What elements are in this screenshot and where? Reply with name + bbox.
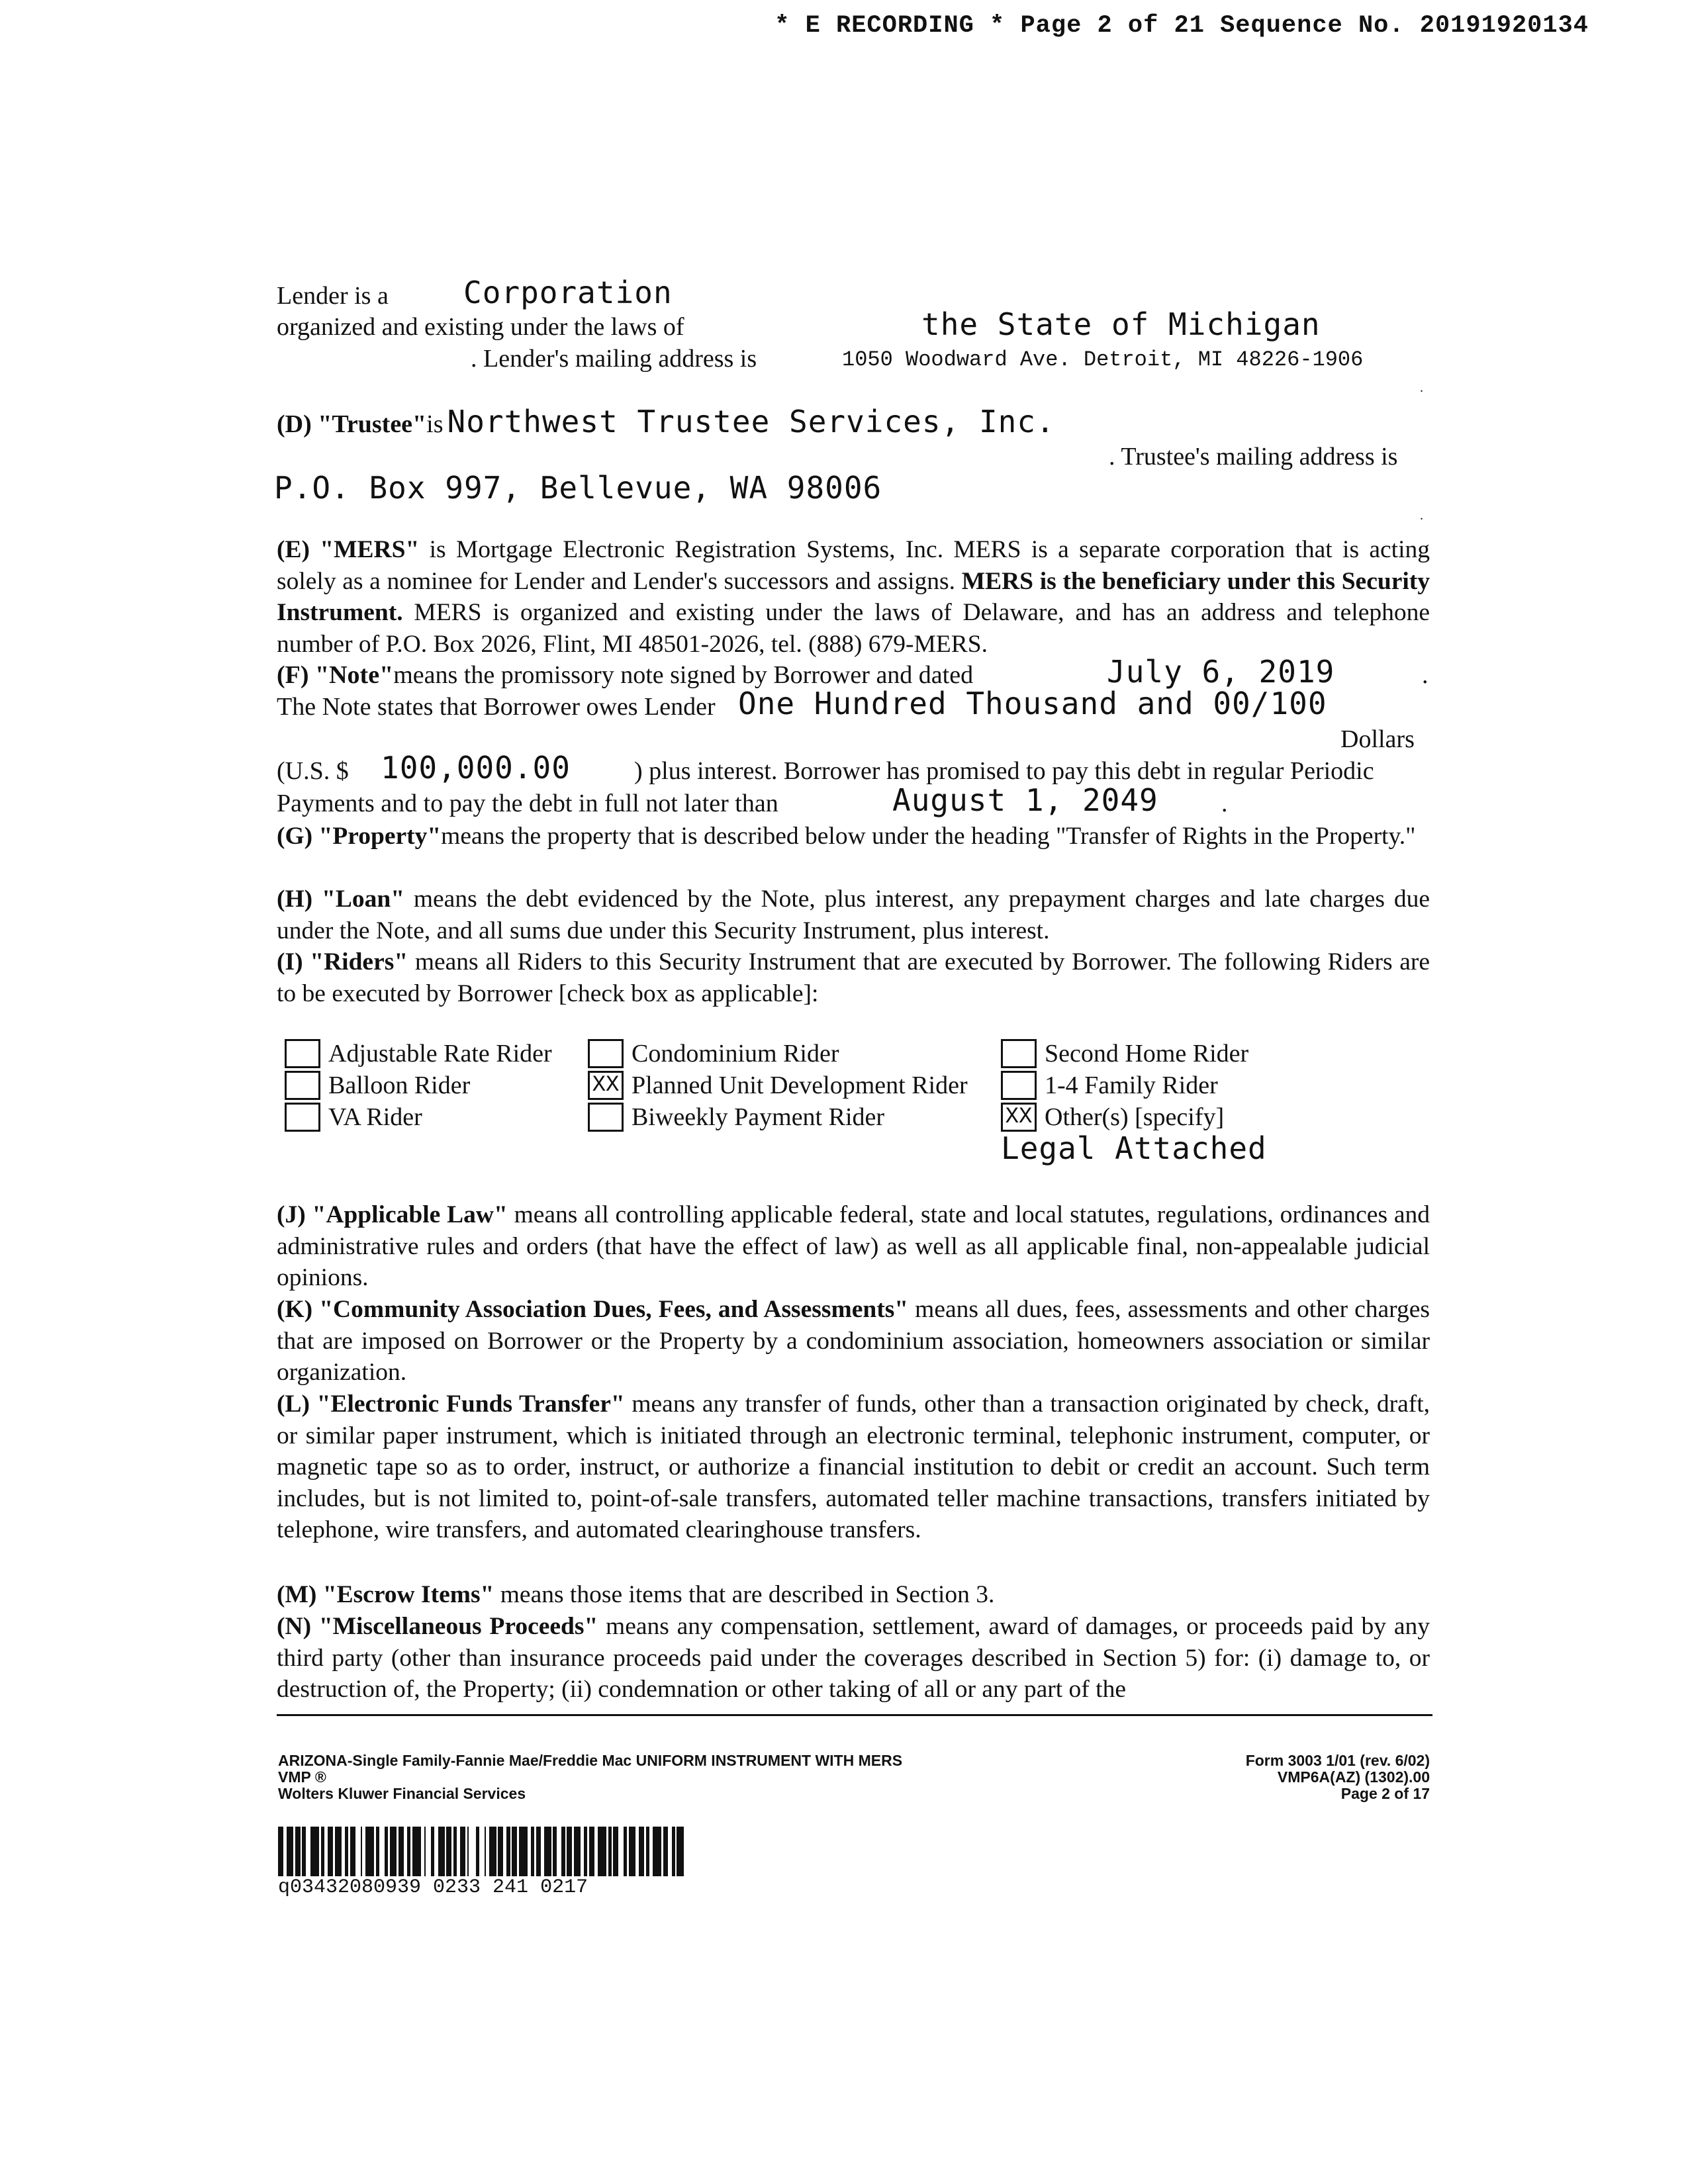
escrow-heading: (M) "Escrow Items" [277, 1581, 494, 1608]
applicable-law-text: means all controlling applicable federal, state and local statutes, regulations, ordinances and administrative rules and orders (that have the effect of law) as well as all applicable final, non-appealable judicial opinions. [277, 1201, 1430, 1291]
note-heading: (F) "Note" [277, 661, 394, 689]
rider-1-4-family[interactable] [1001, 1069, 1248, 1101]
trustee-is: is [426, 410, 444, 438]
barcode-bar [438, 1827, 445, 1876]
barcode-bar [399, 1827, 404, 1876]
rider-adjustable-rate[interactable] [285, 1038, 552, 1069]
barcode-bar [613, 1827, 618, 1876]
barcode-bar [557, 1827, 562, 1876]
barcode-bar [684, 1827, 686, 1876]
rider-second-home[interactable] [1001, 1038, 1248, 1069]
barcode-bar [460, 1827, 465, 1876]
barcode-bar [589, 1827, 594, 1876]
rider-label: 1-4 Family Rider [1045, 1071, 1218, 1099]
barcode-bar [653, 1827, 661, 1876]
rider-condominium[interactable] [588, 1038, 968, 1069]
rider-label: Biweekly Payment Rider [632, 1103, 885, 1131]
barcode-bar [536, 1827, 541, 1876]
barcode-bar [629, 1827, 635, 1876]
note-amount-words: One Hundred Thousand and 00/100 [738, 686, 1327, 721]
barcode-bar [544, 1827, 551, 1876]
community-text: means all dues, fees, assessments and other charges that are imposed on Borrower or the Property by a condominium association, homeowners association or similar organization. [277, 1296, 1430, 1386]
eft-paragraph [277, 1388, 1430, 1546]
property-paragraph [277, 821, 1430, 852]
community-paragraph [277, 1294, 1430, 1388]
riders-col-2 [588, 1038, 968, 1133]
misc-proceeds-heading: (N) "Miscellaneous Proceeds" [277, 1613, 598, 1640]
barcode-bar [677, 1827, 683, 1876]
barcode-bar [618, 1827, 624, 1876]
rider-checkbox[interactable]: XX [588, 1071, 624, 1100]
escrow-text: means those items that are described in Section 3. [494, 1581, 995, 1608]
rider-checkbox[interactable]: XX [1001, 1103, 1037, 1132]
footer-divider [277, 1714, 1432, 1716]
rider-label: Other(s) [specify] [1045, 1103, 1225, 1131]
riders-col-1 [285, 1038, 552, 1133]
barcode-bar [278, 1827, 283, 1876]
rider-checkbox[interactable] [1001, 1039, 1037, 1068]
note-us-label: (U.S. $ [277, 757, 349, 785]
mers-paragraph [277, 534, 1430, 660]
barcode-number: q03432080939 0233 241 0217 [278, 1876, 588, 1899]
rider-label: Balloon Rider [328, 1071, 471, 1099]
rider-biweekly-payment[interactable] [588, 1101, 968, 1133]
barcode-bar [446, 1827, 451, 1876]
footer-publisher: Wolters Kluwer Financial Services [278, 1785, 526, 1802]
trustee-line [277, 404, 1055, 439]
barcode-bar [639, 1827, 644, 1876]
rider-checkbox[interactable] [285, 1039, 320, 1068]
eft-text: means any transfer of funds, other than a transaction originated by check, draft, or similar paper instrument, which is initiated through an electronic terminal, telephonic instrument, computer, or magnetic tape so as to order, instruct, or authorize a financial institution to debit or credit an account. Such term includes, but is not limited to, point-of-sale transfers, automated teller machine transactions, transfers initiated by telephone, wire transfers, and automated clearinghouse transfers. [277, 1390, 1430, 1543]
period-mark: . [1420, 508, 1423, 523]
barcode-bar [335, 1827, 342, 1876]
mers-heading: (E) "MERS" [277, 536, 420, 563]
note-text-1: means the promissory note signed by Borrower and dated [393, 661, 974, 689]
rider-checkbox[interactable] [285, 1103, 320, 1132]
barcode-bar [328, 1827, 333, 1876]
rider-others[interactable] [1001, 1101, 1248, 1133]
barcode-bar [306, 1827, 311, 1876]
footer-right [1246, 1752, 1430, 1802]
community-heading: (K) "Community Association Dues, Fees, and Assessments" [277, 1296, 909, 1323]
note-maturity: August 1, 2049 [892, 782, 1158, 818]
rider-planned-unit-development[interactable] [588, 1069, 968, 1101]
rider-balloon[interactable] [285, 1069, 552, 1101]
loan-paragraph [277, 884, 1430, 946]
misc-proceeds-text: means any compensation, settlement, award of damages, or proceeds paid by any third party (other than insurance proceeds paid under the coverages described in Section 5) for: (i) damage to, or destruction of, the Property; (ii) condemnation or other taking of all or any part of the [277, 1613, 1430, 1703]
recording-header: * E RECORDING * Page 2 of 21 Sequence No. 20191920134 [774, 12, 1589, 40]
barcode-bar [479, 1827, 485, 1876]
organized-under: the State of Michigan [921, 306, 1321, 342]
barcode-bar [350, 1827, 355, 1876]
trustee-mailing-label: . Trustee's mailing address is [1109, 443, 1398, 471]
rider-label: VA Rider [328, 1103, 422, 1131]
note-line-2: The Note states that Borrower owes Lender [277, 693, 716, 721]
applicable-law-heading: (J) "Applicable Law" [277, 1201, 508, 1228]
rider-checkbox[interactable] [1001, 1071, 1037, 1100]
other-rider-specify: Legal Attached [1001, 1130, 1267, 1166]
riders-col-3 [1001, 1038, 1248, 1133]
rider-checkbox[interactable] [588, 1103, 624, 1132]
loan-text: means the debt evidenced by the Note, plus interest, any prepayment charges and late charges due under the Note, and all sums due under this Security Instrument, plus interest. [277, 886, 1430, 944]
footer-form-title: ARIZONA-Single Family-Fannie Mae/Freddie Mac UNIFORM INSTRUMENT WITH MERS [278, 1752, 903, 1769]
lender-type: Corporation [463, 275, 673, 310]
mers-text-1: is Mortgage Electronic Registration Systems, Inc. MERS is a separate corporation that is acting solely as a nominee for Lender and Lender's successors and assigns. [277, 536, 1430, 595]
period-mark: . [1221, 790, 1228, 817]
riders-paragraph [277, 946, 1430, 1009]
rider-label: Condominium Rider [632, 1040, 839, 1068]
trustee-name: Northwest Trustee Services, Inc. [447, 404, 1055, 439]
barcode-bar [310, 1827, 319, 1876]
organized-label: organized and existing under the laws of [277, 313, 684, 341]
eft-heading: (L) "Electronic Funds Transfer" [277, 1390, 625, 1418]
footer-left [278, 1752, 902, 1802]
barcode-bar [498, 1827, 503, 1876]
barcode-bar [390, 1827, 397, 1876]
barcode-image [278, 1827, 731, 1876]
trustee-heading: (D) "Trustee" [277, 410, 427, 438]
period-mark: . [1420, 381, 1423, 395]
footer-page-number: Page 2 of 17 [1340, 1785, 1430, 1802]
applicable-law-paragraph [277, 1199, 1430, 1294]
lender-is-label: Lender is a [277, 282, 389, 310]
loan-heading: (H) "Loan" [277, 886, 405, 913]
barcode-bar [598, 1827, 606, 1876]
period-mark: . [1422, 661, 1429, 689]
barcode-bar [295, 1827, 301, 1876]
escrow-paragraph [277, 1579, 1430, 1611]
misc-proceeds-paragraph [277, 1611, 1430, 1706]
rider-label: Planned Unit Development Rider [632, 1071, 968, 1099]
property-heading: (G) "Property" [277, 823, 442, 850]
rider-label: Adjustable Rate Rider [328, 1040, 552, 1068]
trustee-address: P.O. Box 997, Bellevue, WA 98006 [274, 470, 882, 506]
barcode-bar [469, 1827, 475, 1876]
barcode-bar [412, 1827, 421, 1876]
note-line-3: ) plus interest. Borrower has promised to pay this debt in regular Periodic [634, 757, 1374, 785]
note-amount: 100,000.00 [381, 750, 571, 786]
barcode-bar [426, 1827, 431, 1876]
property-text: means the property that is described below under the heading "Transfer of Rights in the Property." [441, 823, 1416, 850]
mers-text-2: MERS is organized and existing under the laws of Delaware, and has an address and telephone number of P.O. Box 2026, Flint, MI 48501-2026, tel. (888) 679-MERS. [277, 599, 1430, 658]
barcode-bar [365, 1827, 374, 1876]
note-date: July 6, 2019 [1107, 654, 1335, 690]
lender-mailing-address: 1050 Woodward Ave. Detroit, MI 48226-1906 [842, 347, 1364, 372]
rider-checkbox[interactable] [588, 1039, 624, 1068]
barcode-bar [489, 1827, 496, 1876]
riders-heading: (I) "Riders" [277, 948, 408, 976]
footer-vmp-code: VMP6A(AZ) (1302).00 [1277, 1768, 1430, 1786]
barcode-bar [512, 1827, 517, 1876]
rider-va[interactable] [285, 1101, 552, 1133]
barcode-bar [355, 1827, 361, 1876]
footer-form-number: Form 3003 1/01 (rev. 6/02) [1245, 1752, 1430, 1769]
footer-vmp: VMP ® [278, 1768, 326, 1786]
note-dollars: Dollars [1340, 725, 1415, 753]
rider-checkbox[interactable] [285, 1071, 320, 1100]
barcode-bar [567, 1827, 572, 1876]
mers-bold: MERS is the beneficiary under this Security Instrument. [277, 567, 1430, 626]
barcode-bar [663, 1827, 669, 1876]
barcode-bar [287, 1827, 293, 1876]
barcode-bar [574, 1827, 581, 1876]
barcode-bar [379, 1827, 385, 1876]
barcode-bar [519, 1827, 528, 1876]
note-line-4: Payments and to pay the debt in full not later than [277, 790, 778, 817]
lender-mailing-label: . Lender's mailing address is [471, 345, 757, 373]
rider-label: Second Home Rider [1045, 1040, 1249, 1068]
riders-text: means all Riders to this Security Instrument that are executed by Borrower. The following Riders are to be executed by Borrower [check box as applicable]: [277, 948, 1430, 1007]
